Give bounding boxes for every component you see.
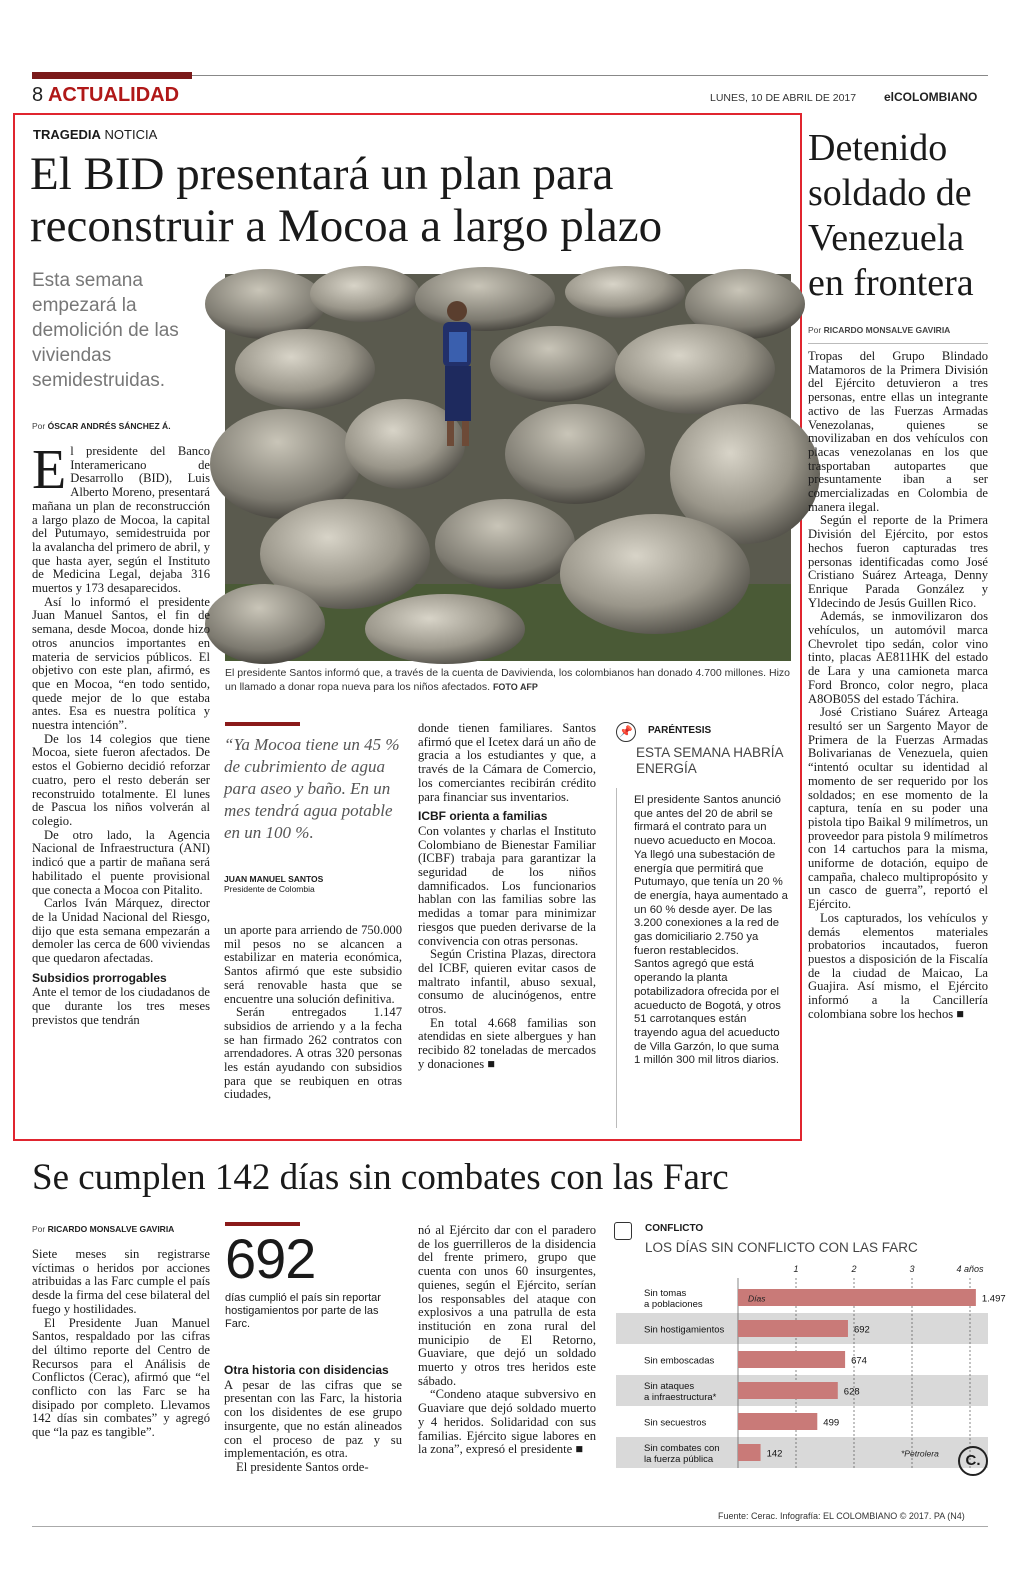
quote-attribution [224,874,323,894]
side-byline-author: RICARDO MONSALVE GAVIRIA [823,325,951,335]
chart-bar [738,1320,848,1337]
col3-p4: En total 4.668 familias son atendidas en siete albergues y han recibido 82 toneladas de mercados y donaciones ■ [418,1015,596,1071]
bottom-p1: Siete meses sin registrarse víctimas o heridos por acciones atribuidas a las Farc cumple el país desde la firma del cese bilateral del fuego y hostilidades. [32,1247,210,1316]
bottom-column-3 [418,1224,596,1457]
chart-kicker: CONFLICTO [645,1223,704,1234]
chart-category-label: Sin hostigamientos [644,1324,725,1336]
bottom-column-2 [224,1364,402,1475]
chart-category-label: Sin emboscadas [644,1355,715,1367]
footer-rule [32,1526,988,1527]
chart-category-label: a poblaciones [644,1299,703,1310]
side-rule [808,343,988,344]
chart-bar [738,1382,838,1399]
parentesis-body [634,794,788,1068]
photo-caption [225,666,791,694]
main-p3: De los 14 colegios que tiene Mocoa, siete fueron afectados. De estos el Gobierno decidió reforzar cuatro, pero el resto deberán ser reconstruido totalmente. El lunes de Pascua los niños volverán al colegio. [32,731,210,828]
newspaper-brand: elCOLOMBIANO [884,90,978,104]
chart-value-label: 674 [851,1355,867,1367]
main-subhead-subsidios: Subsidios prorrogables [32,970,167,985]
main-p1: l presidente del Banco Interamericano de Desarrollo (BID), Luis Alberto Moreno, presentará mañana un plan de reconstrucción a largo plazo de Mocoa, la capital del Putumayo, semidestruida por la avalancha del primero de abril, y que hasta ayer, según el Instituto de Medicina Legal, dejaba 316 muertos y 173 desaparecidos. [32,444,210,596]
quote-rule [225,722,300,726]
chart-tick-label: 3 [909,1264,915,1274]
main-byline [32,421,171,431]
side-byline-prefix: Por [808,325,822,335]
chart-category-label: a infraestructura* [644,1392,717,1403]
main-column-1 [32,439,210,1028]
main-p6: Ante el temor de los ciudadanos de que durante los tres meses previstos que tendrán [32,985,210,1027]
section-color-bar [32,72,192,79]
header-rule [192,75,988,76]
chart-bar [738,1289,976,1306]
chart-tick-label: 4 años [956,1264,984,1274]
col2-p2: Serán entregados 1.147 subsidios de arriendo y a la fecha se han firmado 262 contratos con arrendadores. A otras 320 personas les están ayudando con subsidios para que se reubiquen en otras ciudades, [224,1005,402,1102]
side-column [808,350,988,1021]
bottom-subhead: Otra historia con disidencias [224,1363,389,1377]
main-headline: El BID presentará un plan para reconstruir a Mocoa a largo plazo [30,148,663,252]
bottom-headline: Se cumplen 142 días sin combates con las Farc [32,1157,729,1198]
chart-bar [738,1444,761,1461]
chart-value-label: 142 [766,1448,783,1460]
main-subhead-icbf: ICBF orienta a familias [418,809,548,824]
side-p3: Además, se inmovilizaron dos vehículos, un automóvil marca Chevrolet tipo sedán, color vino tinto, placas AE811HK del estado de Lara y una camioneta marca Ford Bronco, color negro, placa A8OB05S del estado Táchira. [808,609,988,706]
chart-category-label: Sin secuestros [644,1417,707,1429]
bottom-byline [32,1224,174,1234]
bottom-column-1 [32,1248,210,1440]
main-p4: De otro lado, la Agencia Nacional de Infraestructura (ANI) indicó que a partir de mañana será habilitado el puente provisional que conecta a Mocoa con Pitalito. [32,827,210,897]
chart-footnote: *Petrolera [901,1448,939,1459]
kicker-topic: TRAGEDIA [33,127,101,142]
parentesis-p1: El presidente Santos anunció que antes del 20 de abril se firmará el contrato para un nuevo acueducto en Mocoa. Ya llegó una subestación de energía que permitirá que Putumayo, que tenía un 20 % de energía, haya aumentado a un 60 % desde ayer. De las 3.200 conexiones a la red de gas domiciliario 2.750 ya fueron restablecidos. [634,794,788,957]
bottom-col3-p1: nó al Ejército dar con el paradero de los guerrilleros de la disidencia del frente primero, grupo que cuenta con unos 60 insurgentes, quienes, según el Ejército, serían los responsables del ataque con explosivos a una patrulla de esta institución en zona rural del municipio de El Retorno, Guaviare, que dejó un soldado muerto y otros tres heridos este sábado. [418,1223,596,1388]
side-byline [808,325,950,335]
main-dek: Esta semana empezará la demolición de las viviendas semidestruidas. [32,270,179,391]
bottom-p2: El Presidente Juan Manuel Santos, respaldado por las cifras del último reporte del Centro de Recursos para el Análisis de Conflictos (Cerac), afirmó que “el conflicto con las Farc se ha disipado por completo. Llevamos 142 días sin combates” y agregó que “la paz es tangible”. [32,1315,210,1440]
main-p2: Así lo informó el presidente Juan Manuel Santos, el fin de semana, desde Mocoa, donde hizo otros anuncios importantes en materia de servicios públicos. El objetivo con este plan, afirmó, es que en Mocoa, “en todo sentido, quede mejor de lo que estaba antes. Esa es nuestra política y nuestra intención”. [32,594,210,733]
quote-author: JUAN MANUEL SANTOS [224,874,324,884]
chart-category-label: Sin ataques [644,1381,695,1392]
chart-title: LOS DÍAS SIN CONFLICTO CON LAS FARC [645,1240,918,1255]
col3-p1: donde tienen familiares. Santos afirmó que el Icetex dará un año de gracia a los estudiantes y que, a través de la Cámara de Comercio, los comerciantes recibirán crédito para financiar sus inventarios. [418,721,596,804]
chart-value-label: 692 [853,1324,870,1336]
section-header [32,84,179,107]
side-p2: Según el reporte de la Primera División del Ejército, por estos hechos fueron capturadas tres personas identificadas como José Cristiano Suárez Arteaga, Denny Enrique Parada González y Yldecindo de Jesús Guillen Rico. [808,513,988,610]
chart-value-label: 1.497 [981,1293,1006,1305]
main-column-3 [418,722,596,1072]
chart-category-label: Sin combates con [644,1443,720,1454]
side-p5: Los capturados, los vehículos y demás elementos materiales probatorios incautados, fueron puestos a disposición de la Fiscalía de la ciudad de Maicao, La Guajira. Así mismo, el Ejército informó a la Cancillería colombiana sobre los hechos ■ [808,910,988,1021]
chart-bar [738,1413,817,1430]
pin-icon: 📌 [616,722,636,742]
chart-value-label: 499 [823,1417,840,1429]
chart-tick-label: 1 [793,1264,799,1274]
section-name: ACTUALIDAD [47,84,180,106]
quote-role: Presidente de Colombia [224,884,315,894]
col2-p1: un aporte para arriendo de 750.000 mil pesos no se alcancen a estabilizar en materia económica, Santos afirmó que este subsidio será renovable hasta que se encuentre una solución definitiva. [224,923,402,1006]
photo-rocks-illustration [225,274,791,661]
bottom-col2-p1: A pesar de las cifras que se presentan con las Farc, la historia con los disidentes de ese grupo insurgente, que no están alineados con el proceso de paz y su implementación, es otra. [224,1377,402,1461]
side-p1: Tropas del Grupo Blindado Matamoros de la Primera División del Ejército detuvieron a tres personas, entre ellas un integrante activo de las Fuerzas Armadas Venezolanas, quienes se movilizaban en dos vehículos con placas venezolanas en los que trasportaban autopartes que presuntamente iban a ser comercializadas en Colombia de manera ilegal. [808,349,988,514]
chart-tick-label: 2 [851,1264,857,1274]
big-number: 692 [225,1227,316,1290]
issue-date: LUNES, 10 DE ABRIL DE 2017 [710,92,857,104]
chart-source: Fuente: Cerac. Infografía: EL COLOMBIANO © 2017. PA (N4) [718,1511,965,1521]
parentesis-p2: Santos agregó que está operando la planta potabilizadora ofrecida por el acueducto de Bogotá, y otros 51 carrotanques están trayendo agua del acueducto de Villa Garzón, lo que suma 1 millón 300 mil litros diarios. [634,958,781,1067]
kicker-type: NOTICIA [104,127,158,142]
bottom-byline-prefix: Por [32,1224,46,1234]
side-headline: Detenido soldado de Venezuela en frontera [808,127,974,304]
col3-p2: Con volantes y charlas el Instituto Colombiano de Bienestar Familiar (ICBF) trabaja para garantizar la seguridad de los niños damnificados. Los funcionarios hablan con las familias sobre las medidas a tomar para minimizar riesgos que pueden derivarse de la convivencia con otras personas. [418,823,596,948]
byline-prefix: Por [32,421,46,431]
bottom-col3-p2: “Condeno ataque subversivo en Guaviare que dejó soldado muerto y 4 heridos. Solidaridad con sus familias. Ejército sigue labores en la zona”, expresó el presidente ■ [418,1387,596,1457]
drop-cap: E [32,439,67,501]
main-photo [225,274,791,661]
chart-bar [738,1351,845,1368]
parentesis-label: PARÉNTESIS [648,725,712,736]
calendar-icon [614,1222,632,1240]
chart-value-label: 628 [843,1386,860,1398]
parentesis-title: ESTA SEMANA HABRÍA ENERGÍA [636,745,783,776]
newspaper-logo: C. [958,1446,988,1476]
bottom-col2-p2: El presidente Santos orde- [236,1459,369,1474]
byline-author: ÓSCAR ANDRÉS SÁNCHEZ Á. [47,421,171,431]
pull-quote: “Ya Mocoa tiene un 45 % de cubrimiento de agua para aseo y baño. En un mes tendrá agua potable en un 100 %. [224,735,400,842]
col3-p3: Según Cristina Plazas, directora del ICBF, quieren evitar casos de maltrato infantil, abuso sexual, consumo de alucinógenos, entre otros. [418,947,596,1017]
story-kicker [33,127,157,142]
chart-unit-label: Días [748,1293,766,1304]
big-number-description: días cumplió el país sin reportar hostigamientos por parte de las Farc. [225,1292,381,1330]
days-without-conflict-chart [616,1262,1006,1512]
main-p5: Carlos Iván Márquez, director de la Unidad Nacional del Riesgo, dijo que esta semana empezarán a demoler las cerca de 600 viviendas que quedaron afectadas. [32,896,210,966]
chart-category-label: la fuerza pública [644,1454,714,1465]
main-column-2 [224,924,402,1102]
caption-text: El presidente Santos informó que, a través de la cuenta de Davivienda, los colombianos han donado 4.700 millones. Hizo un llamado a donar ropa nueva para los niños afectados. [225,667,791,693]
side-p4: José Cristiano Suárez Arteaga resultó ser un Sargento Mayor de Primera de la Fuerzas Armadas Bolivarianas de Venezuela, quien “intentó ocultar su identidad al momento de ser requerido por los soldados; en ese momento de la captura, tenía en su poder una pistola tipo Baikal 9 milímetros, un proveedor para pistola 9 milímetros con 14 cartuchos para la misma, uniforme de dotación, equipo de campaña, chaleco multipropósito y un casco de guerra”, reportó el Ejército. [808,705,988,912]
page-number: 8 [32,84,44,106]
bottom-byline-author: RICARDO MONSALVE GAVIRIA [47,1224,175,1234]
photo-credit: FOTO AFP [492,682,538,692]
chart-category-label: Sin tomas [644,1288,687,1299]
